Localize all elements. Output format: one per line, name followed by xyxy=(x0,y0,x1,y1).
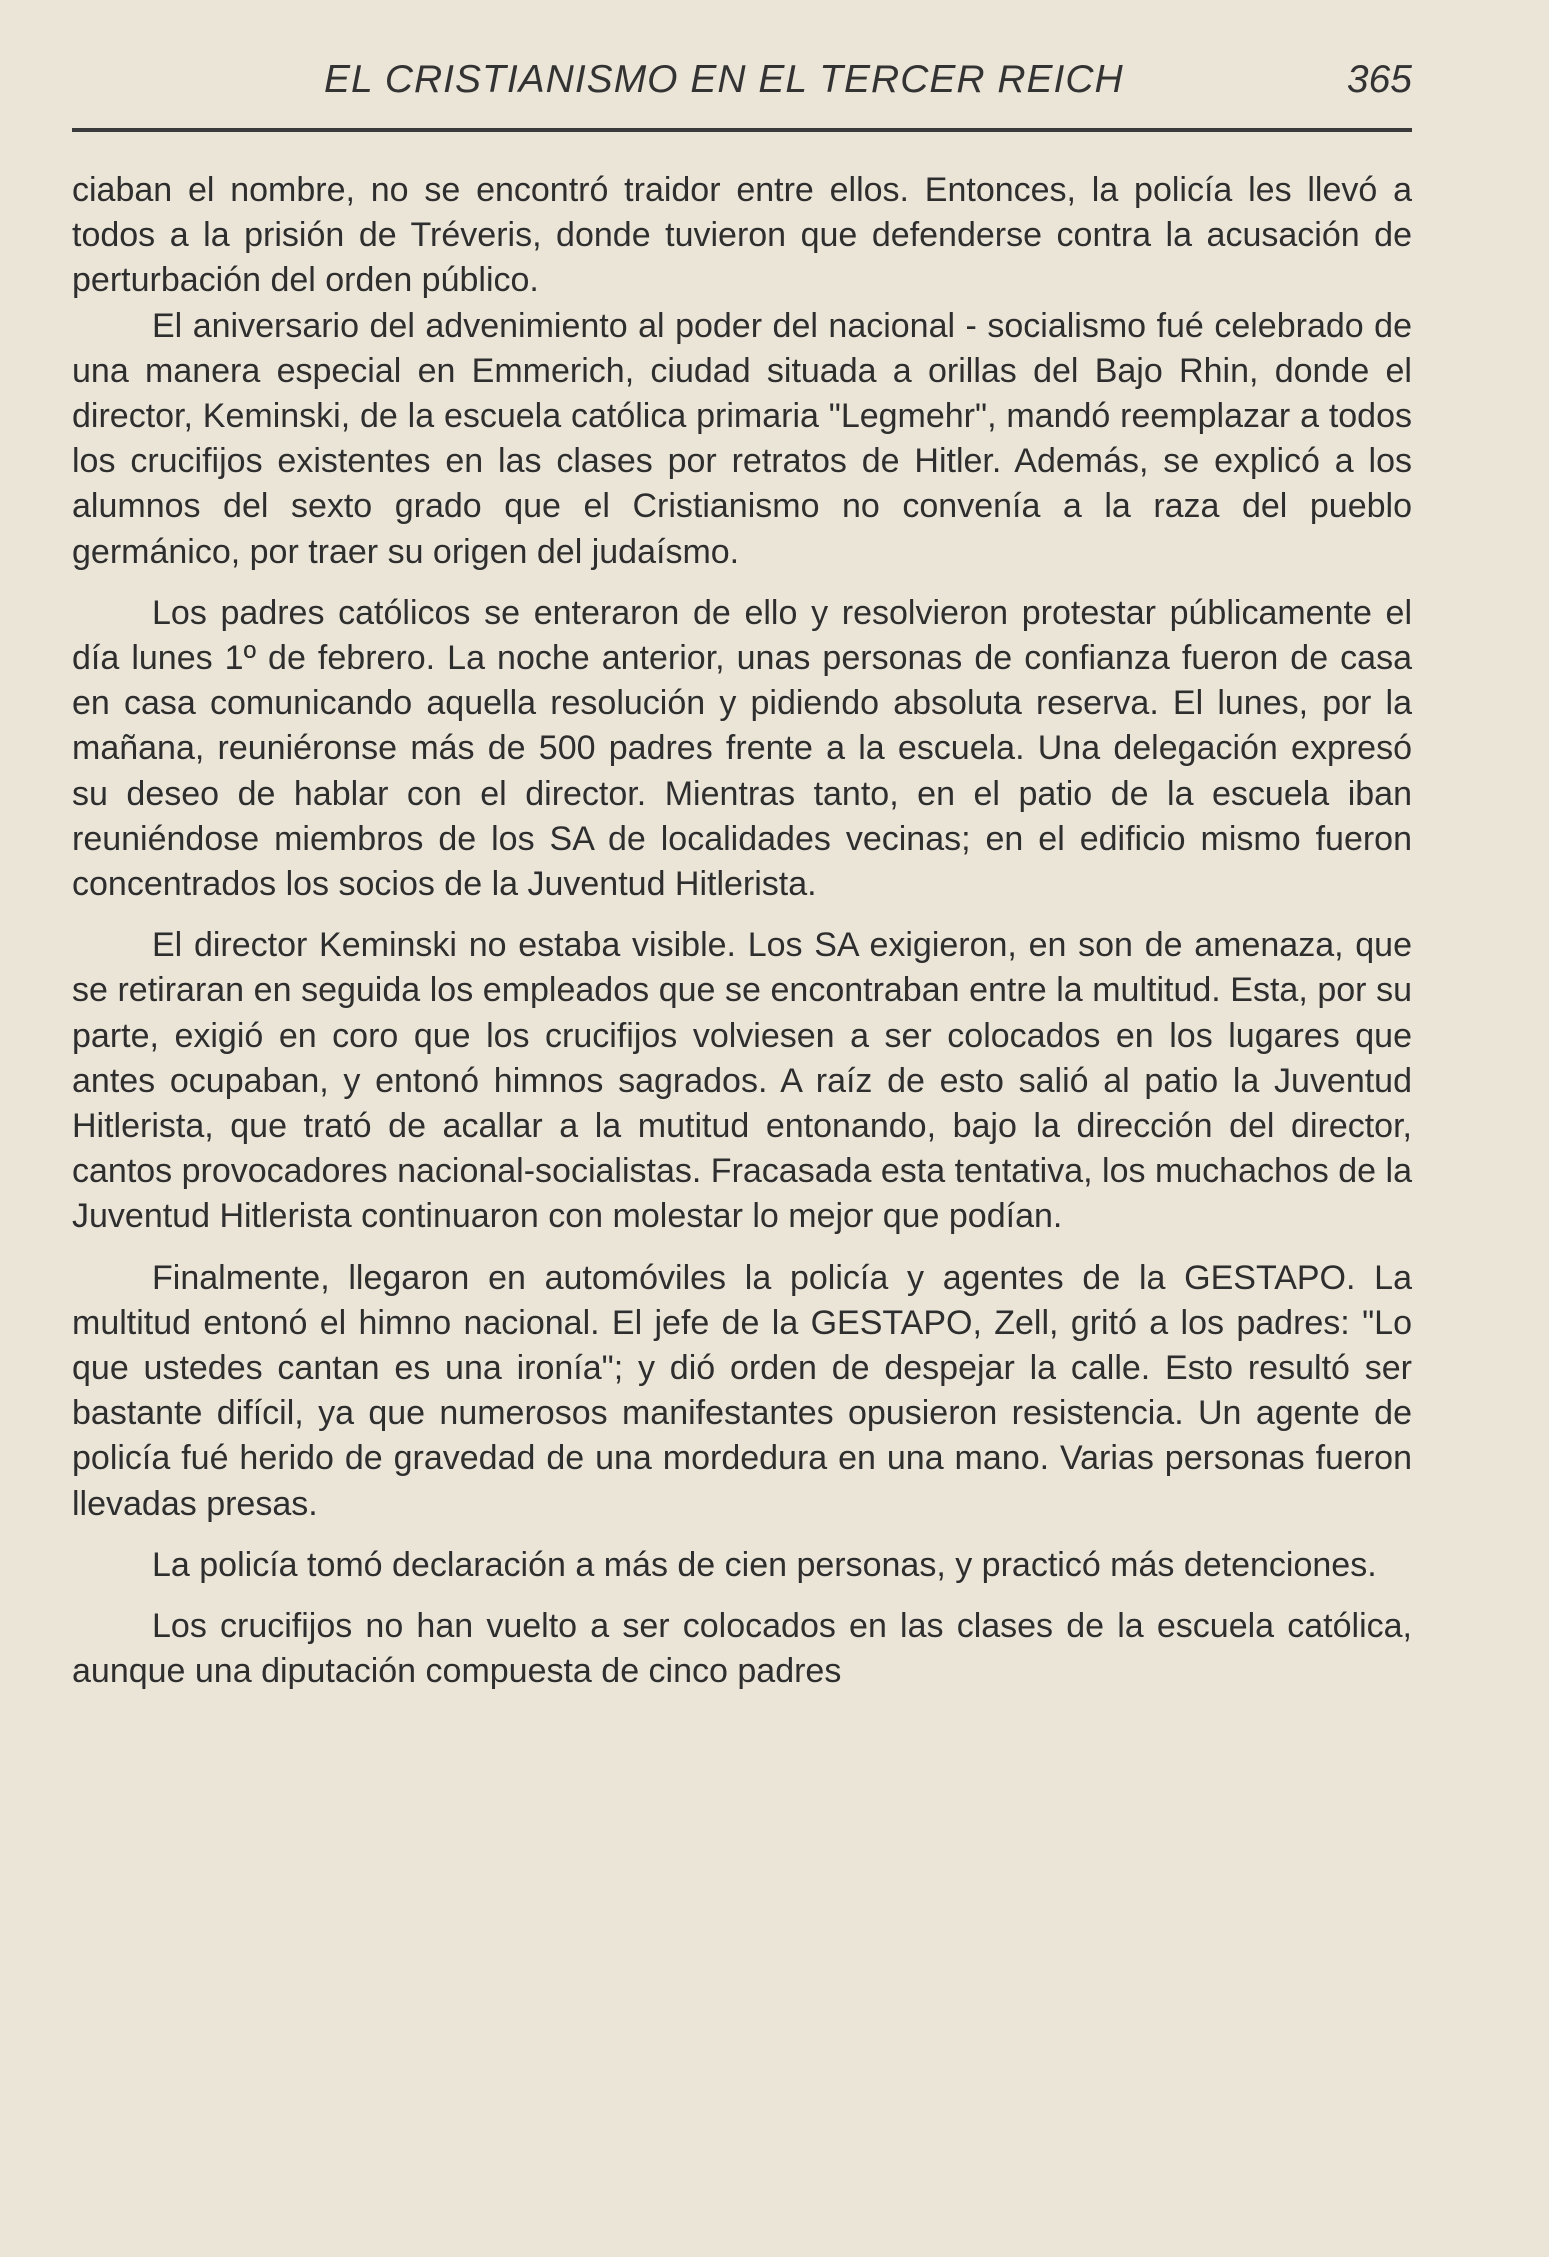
running-title: EL CRISTIANISMO EN EL TERCER REICH xyxy=(324,58,1124,101)
paragraph-director-keminski: El director Keminski no estaba visible. Los SA exigieron, en son de amenaza, que se retiraran en seguida los empleados que se encontraban entre la multitud. Esta, por su parte, exigió en coro que los crucifijos volviesen a ser colocados en los lugares que antes ocupaban, y entonó himnos sagrados. A raíz de esto salió al patio la Juventud Hitlerista, que trató de acallar a la mutitud entonando, bajo la dirección del director, cantos provocadores nacional-socialistas. Fracasada esta tentativa, los muchachos de la Juventud Hitlerista continuaron con molestar lo mejor que podían. xyxy=(72,926,1412,1236)
paragraph-aniversario: El aniversario del advenimiento al poder del nacional - socialismo fué celebrado de una manera especial en Emmerich, ciudad situada a orillas del Bajo Rhin, donde el director, Keminski, de la escuela católica primaria "Legmehr", mandó reemplazar a todos los crucifijos existentes en las clases por retratos de Hitler. Además, se explicó a los alumnos del sexto grado que el Cristianismo no convenía a la raza del pueblo germánico, por traer su origen del judaísmo. xyxy=(72,306,1412,571)
page-number: 365 xyxy=(1346,58,1412,101)
header-rule xyxy=(72,128,1412,132)
paragraph-padres-catolicos: Los padres católicos se enteraron de ello y resolvieron protestar públicamente el día lunes 1º de febrero. La noche anterior, unas personas de confianza fueron de casa en casa comunicando aquella resolución y pidiendo absoluta reserva. El lunes, por la mañana, reuniéronse más de 500 padres frente a la escuela. Una delegación expresó su deseo de hablar con el director. Mientras tanto, en el patio de la escuela iban reuniéndose miembros de los SA de localidades vecinas; en el edificio mismo fueron concentrados los socios de la Juventud Hitlerista. xyxy=(72,593,1412,904)
paragraph-gestapo: Finalmente, llegaron en automóviles la policía y agentes de la GESTAPO. La multitud entonó el himno nacional. El jefe de la GESTAPO, Zell, gritó a los padres: "Lo que ustedes cantan es una ironía"; y dió orden de despejar la calle. Esto resultó ser bastante difícil, ya que numerosos manifestantes opusieron resistencia. Un agente de policía fué herido de gravedad de una mordedura en una mano. Varias personas fueron llevadas presas. xyxy=(72,1258,1412,1523)
page-header xyxy=(72,52,1412,112)
paragraph-crucifijos: Los crucifijos no han vuelto a ser colocados en las clases de la escuela católica, aunque una diputación compuesta de cinco padres xyxy=(72,1607,1412,1691)
paragraph-continuation: ciaban el nombre, no se encontró traidor entre ellos. Entonces, la policía les llevó a todos a la prisión de Tréveris, donde tuvieron que defenderse contra la acusación de perturbación del orden público. xyxy=(72,171,1412,300)
body-text xyxy=(72,168,1412,1695)
paragraph-policia: La policía tomó declaración a más de cien personas, y practicó más detenciones. xyxy=(152,1545,1377,1584)
